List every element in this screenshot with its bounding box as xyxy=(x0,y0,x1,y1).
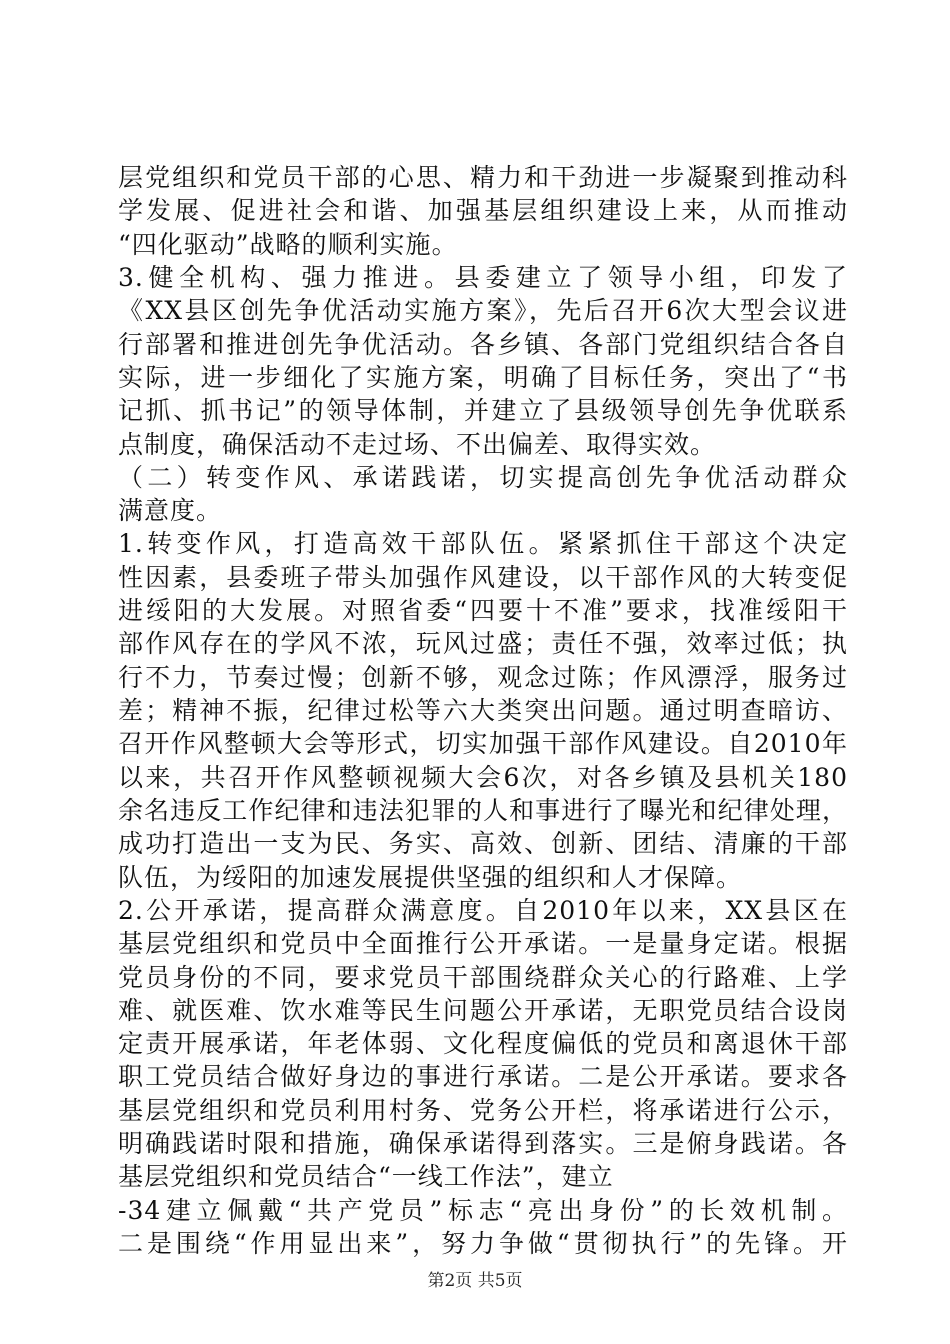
text-line: 职工党员结合做好身边的事进行承诺。二是公开承诺。要求各 xyxy=(118,1062,848,1091)
text-line: 基层党组织和党员结合“一线工作法”，建立 xyxy=(118,1162,614,1191)
text-line: 队伍，为绥阳的加速发展提供坚强的组织和人才保障。 xyxy=(118,863,743,892)
text-line: 基层党组织和党员利用村务、党务公开栏，将承诺进行公示， xyxy=(118,1096,848,1125)
text-line: 余名违反工作纪律和违法犯罪的人和事进行了曝光和纪律处理， xyxy=(118,796,848,825)
text-line: 学发展、促进社会和谐、加强基层组织建设上来，从而推动 xyxy=(118,196,848,225)
text-line: 差；精神不振，纪律过松等六大类突出问题。通过明查暗访、 xyxy=(118,696,848,725)
page-footer: 第2页 共5页 xyxy=(427,1271,523,1291)
text-line: 实际，进一步细化了实施方案，明确了目标任务，突出了“书 xyxy=(118,363,848,392)
text-line: 党员身份的不同，要求党员干部围绕群众关心的行路难、上学 xyxy=(118,963,848,992)
text-line: 成功打造出一支为民、务实、高效、创新、团结、清廉的干部 xyxy=(118,829,848,858)
text-line: 难、就医难、饮水难等民生问题公开承诺，无职党员结合设岗 xyxy=(118,996,848,1025)
text-line: 层党组织和党员干部的心思、精力和干劲进一步凝聚到推动科 xyxy=(118,163,848,192)
text-line: 点制度，确保活动不走过场、不出偏差、取得实效。 xyxy=(118,430,717,459)
text-line: 明确践诺时限和措施，确保承诺得到落实。三是俯身践诺。各 xyxy=(118,1129,848,1158)
text-line: 《XX县区创先争优活动实施方案》，先后召开6次大型会议进 xyxy=(118,296,848,325)
section-heading: （二）转变作风、承诺践诺，切实提高创先争优活动群众 xyxy=(118,463,848,492)
text-line: 记抓、抓书记”的领导体制，并建立了县级领导创先争优联系 xyxy=(118,396,848,425)
text-line: “四化驱动”战略的顺利实施。 xyxy=(118,230,458,259)
text-line: 行部署和推进创先争优活动。各乡镇、各部门党组织结合各自 xyxy=(118,330,848,359)
text-line: 1.转变作风，打造高效干部队伍。紧紧抓住干部这个决定 xyxy=(118,529,848,558)
text-line: 二是围绕“作用显出来”，努力争做“贯彻执行”的先锋。开 xyxy=(118,1229,848,1258)
text-line: 以来，共召开作风整顿视频大会6次，对各乡镇及县机关180 xyxy=(118,763,848,792)
text-line: 召开作风整顿大会等形式，切实加强干部作风建设。自2010年 xyxy=(118,729,848,758)
text-line: 性因素，县委班子带头加强作风建设，以干部作风的大转变促 xyxy=(118,563,848,592)
text-line: 基层党组织和党员中全面推行公开承诺。一是量身定诺。根据 xyxy=(118,929,848,958)
text-line: 部作风存在的学风不浓，玩风过盛；责任不强，效率过低；执 xyxy=(118,629,848,658)
text-line: 3.健全机构、强力推进。县委建立了领导小组，印发了 xyxy=(118,263,848,292)
text-line: 行不力，节奏过慢；创新不够，观念过陈；作风漂浮，服务过 xyxy=(118,663,848,692)
text-line: -34建立佩戴“共产党员”标志“亮出身份”的长效机制。 xyxy=(118,1196,848,1225)
text-line: 定责开展承诺，年老体弱、文化程度偏低的党员和离退休干部 xyxy=(118,1029,848,1058)
text-line: 进绥阳的大发展。对照省委“四要十不准”要求，找准绥阳干 xyxy=(118,596,848,625)
text-line: 2.公开承诺，提高群众满意度。自2010年以来，XX县区在 xyxy=(118,896,848,925)
section-heading: 满意度。 xyxy=(118,496,223,525)
